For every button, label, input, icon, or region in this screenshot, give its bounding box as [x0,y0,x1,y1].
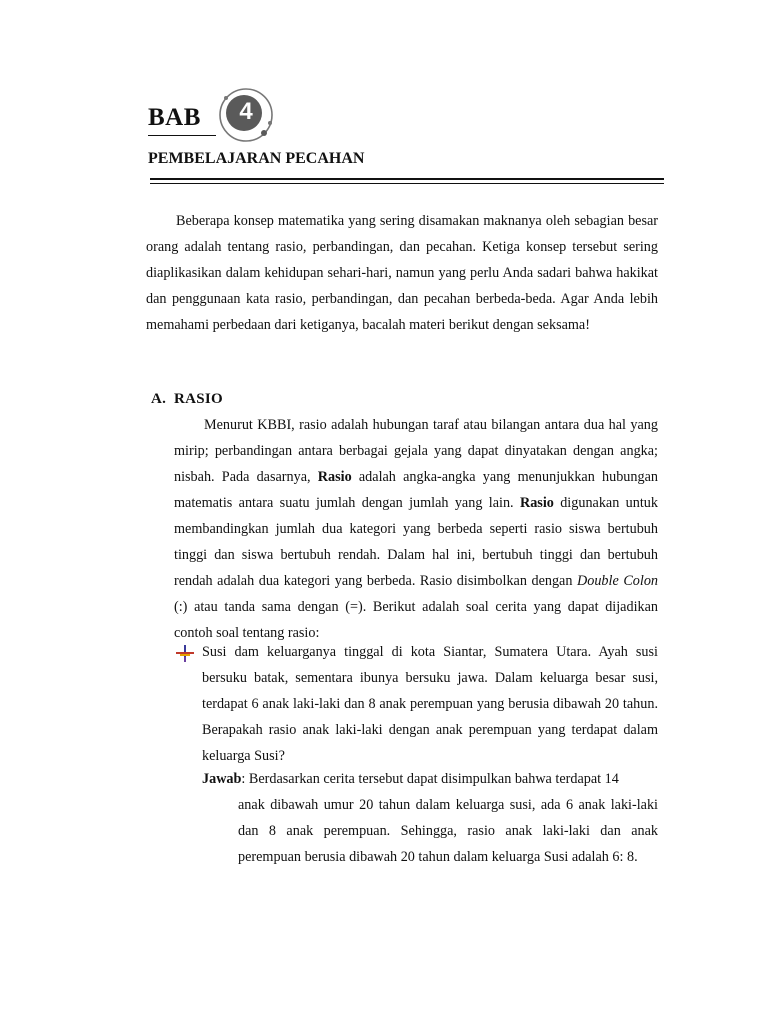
rasio-bold-2: Rasio [519,495,554,511]
rasio-text-2: adalah angka-angka yang menunjukkan hubungan matematis antara suatu jumlah dengan jumlah yang lain. [174,469,658,511]
chapter-title: PEMBELAJARAN PECAHAN [148,150,365,167]
intro-paragraph: Beberapa konsep matematika yang sering disamakan maknanya oleh sebagian besar orang adalah tentang rasio, perbandingan, dan pecahan. Ketiga konsep tersebut sering diaplikasikan dalam kehidupan sehari-hari, namun yang perlu Anda sadari bahwa hakikat dan penggunaan kata rasio, perbandingan, dan pecahan berbeda-beda. Agar Anda lebih memahami perbedaan dari ketiganya, bacalah materi berikut dengan seksama! [146,213,658,333]
rasio-bold-1: Rasio [317,469,352,485]
rasio-paragraph [174,412,658,646]
section-title: RASIO [174,391,224,407]
rasio-text-3: digunakan untuk membandingkan jumlah dua kategori yang berbeda seperti rasio siswa bertubuh tinggi dan siswa bertubuh rendah. Dalam hal ini, bertubuh tinggi dan bertubuh rendah adalah dua kategori yang berbeda. Rasio disimbolkan dengan [174,495,658,589]
example-answer [202,766,658,870]
plus-bullet-icon [175,644,195,664]
chapter-label: BAB [148,104,201,131]
rasio-text-1: Menurut KBBI, rasio adalah hubungan taraf atau bilangan antara dua hal yang mirip; perbandingan antara berbagai gejala yang dapat dinyatakan dengan angka; nisbah. Pada dasarnya, [174,417,658,485]
chapter-number-badge [218,86,278,146]
chapter-number: 4 [239,98,253,125]
example-question: Susi dam keluarganya tinggal di kota Siantar, Sumatera Utara. Ayah susi bersuku batak, sementara ibunya bersuku jawa. Dalam keluarga besar susi, terdapat 6 anak laki-laki dan 8 anak perempuan yang berusia dibawah 20 tahun. Berapakah rasio anak laki-laki dengan anak perempuan yang terdapat dalam keluarga Susi? [202,644,658,764]
answer-first-line: : Berdasarkan cerita tersebut dapat disimpulkan bahwa terdapat 14 [241,771,619,787]
section-letter: A. [151,391,167,407]
answer-label: Jawab [202,771,242,787]
rasio-text-4: (:) atau tanda sama dengan (=). Berikut adalah soal cerita yang dapat dijadikan contoh soal tentang rasio: [174,599,658,641]
rasio-italic-1: Double Colon [577,573,659,589]
section-heading [151,388,223,410]
answer-continued: anak dibawah umur 20 tahun dalam keluarga susi, ada 6 anak laki-laki dan 8 anak perempuan. Sehingga, rasio anak laki-laki dan anak perempuan berusia dibawah 20 tahun dalam keluarga Susi adalah 6: 8. [238,797,658,865]
chapter-underline [148,135,216,136]
title-rule-thin [150,183,664,184]
title-rule-thick [150,178,664,180]
